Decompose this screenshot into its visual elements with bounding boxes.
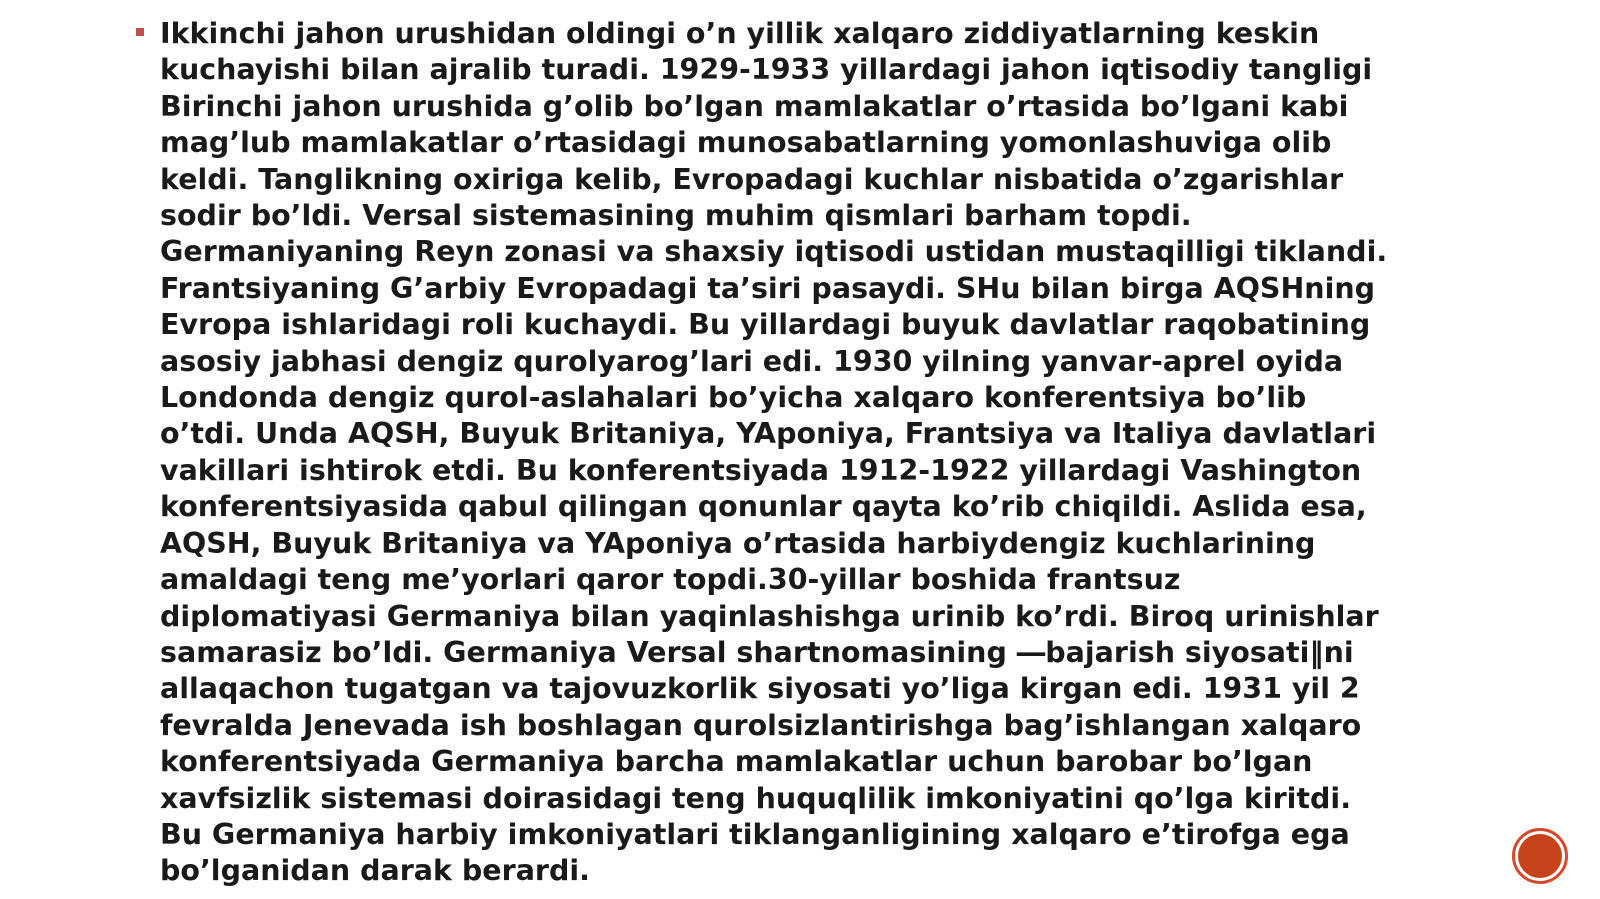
paragraph-line: vakillari ishtirok etdi. Bu konferentsiyada 1912-1922 yillardagi Vashington bbox=[160, 453, 1362, 487]
circle-icon bbox=[1518, 834, 1562, 878]
paragraph-line: AQSH, Buyuk Britaniya va YAponiya o’rtasida harbiydengiz kuchlarining bbox=[160, 526, 1316, 560]
paragraph-line: fevralda Jenevada ish boshlagan qurolsizlantirishga bag’ishlangan xalqaro bbox=[160, 708, 1362, 742]
paragraph-line: sodir bo’ldi. Versal sistemasining muhim qismlari barham topdi. bbox=[160, 199, 1192, 233]
bullet-paragraph bbox=[160, 16, 1460, 890]
paragraph-line: asosiy jabhasi dengiz qurolyarog’lari edi. 1930 yilning yanvar-aprel oyida bbox=[160, 344, 1344, 378]
paragraph-line: xavfsizlik sistemasi doirasidagi teng huquqlilik imkoniyatini qo’lga kiritdi. bbox=[160, 781, 1352, 815]
paragraph-line: Londonda dengiz qurol-aslahalari bo’yicha xalqaro konferentsiya bo’lib bbox=[160, 381, 1307, 415]
paragraph-line: mag’lub mamlakatlar o’rtasidagi munosabatlarning yomonlashuviga olib bbox=[160, 126, 1332, 160]
paragraph-line: Frantsiyaning G’arbiy Evropadagi ta’siri pasaydi. SHu bilan birga AQSHning bbox=[160, 271, 1376, 305]
slide-nav-button[interactable] bbox=[1512, 828, 1568, 884]
paragraph-line: Birinchi jahon urushida g’olib bo’lgan mamlakatlar o’rtasida bo’lgani kabi bbox=[160, 89, 1349, 123]
paragraph-line: Germaniyaning Reyn zonasi va shaxsiy iqtisodi ustidan mustaqilligi tiklandi. bbox=[160, 235, 1388, 269]
paragraph-line: bo’lganidan darak berardi. bbox=[160, 854, 590, 888]
paragraph-line: Evropa ishlaridagi roli kuchaydi. Bu yillardagi buyuk davlatlar raqobatining bbox=[160, 308, 1371, 342]
paragraph-line: kuchayishi bilan ajralib turadi. 1929-1933 yillardagi jahon iqtisodiy tangligi bbox=[160, 53, 1373, 87]
paragraph-line: amaldagi teng me’yorlari qaror topdi.30-yillar boshida frantsuz bbox=[160, 563, 1181, 597]
paragraph-line: allaqachon tugatgan va tajovuzkorlik siyosati yo’liga kirgan edi. 1931 yil 2 bbox=[160, 672, 1360, 706]
paragraph-line: samarasiz bo’ldi. Germaniya Versal shartnomasining ―bajarish siyosati‖ni bbox=[160, 635, 1354, 669]
paragraph-line: Bu Germaniya harbiy imkoniyatlari tiklanganligining xalqaro e’tirofga ega bbox=[160, 817, 1350, 851]
paragraph-line: o’tdi. Unda AQSH, Buyuk Britaniya, YAponiya, Frantsiya va Italiya davlatlari bbox=[160, 417, 1377, 451]
paragraph-line: keldi. Tanglikning oxiriga kelib, Evropadagi kuchlar nisbatida o’zgarishlar bbox=[160, 162, 1344, 196]
paragraph-line: Ikkinchi jahon urushidan oldingi o’n yillik xalqaro ziddiyatlarning keskin bbox=[160, 17, 1320, 50]
bullet-square-icon bbox=[136, 28, 144, 36]
paragraph-line: diplomatiyasi Germaniya bilan yaqinlashishga urinib ko’rdi. Biroq urinishlar bbox=[160, 599, 1379, 633]
paragraph-line: konferentsiyada Germaniya barcha mamlakatlar uchun barobar bo’lgan bbox=[160, 745, 1313, 779]
paragraph-line: konferentsiyasida qabul qilingan qonunlar qayta ko’rib chiqildi. Aslida esa, bbox=[160, 490, 1367, 524]
